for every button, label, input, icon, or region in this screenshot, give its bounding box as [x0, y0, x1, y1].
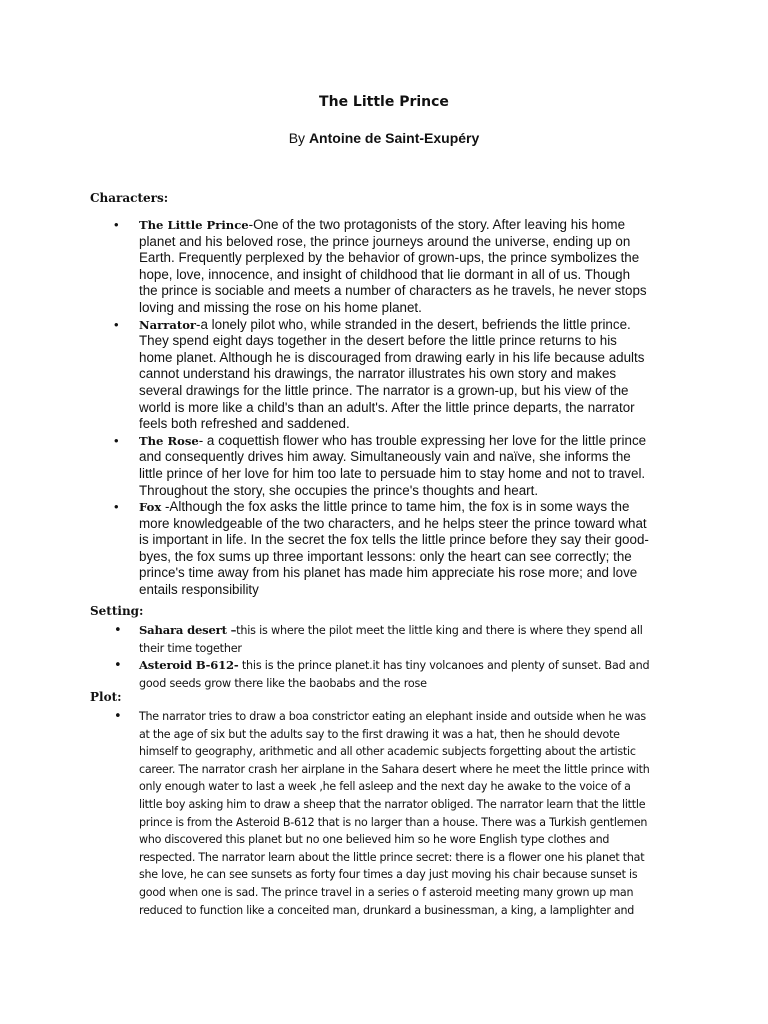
characters-list [0, 217, 768, 599]
setting-description: this is where the pilot meet the little king and there is where they spend all their time together [139, 624, 643, 655]
character-description: - a coquettish flower who has trouble expressing her love for the little prince and consequently drives him away. Simultaneously vain and naïve, she informs the little prince of her love for him too late to persuade him to stay home and not to travel. Throughout the story, she occupies the prince's thoughts and heart. [139, 432, 647, 498]
character-name: Fox [139, 500, 162, 515]
bullet-icon: • [114, 316, 119, 332]
plot-heading: Plot: [90, 690, 122, 704]
character-description: -a lonely pilot who, while stranded in the desert, befriends the little prince. They spend eight days together in the desert before the little prince returns to his home planet. Although he is discouraged from drawing early in his life because adults cannot understand his drawings, the narrator illustrates his own story and makes several drawings for the little prince. The narrator is a grown-up, but his view of the world is more like a child's than an adult's. After the little prince departs, the narrator feels both refreshed and saddened. [139, 316, 645, 432]
list-item [0, 433, 768, 499]
bullet-icon: • [114, 709, 122, 724]
author-name: Antoine de Saint-Exupéry [308, 130, 480, 146]
character-description: -One of the two protagonists of the story. After leaving his home planet and his beloved rose, the prince journeys around the universe, ending up on Earth. Frequently perplexed by the behavior of grown-ups, the prince symbolizes the hope, love, innocence, and insight of childhood that lie dormant in all of us. Though the prince is sociable and meets a number of characters as he travels, he never stops loving and missing the rose on his home planet. [139, 217, 647, 315]
plot-list [0, 708, 768, 919]
bullet-icon: • [114, 432, 119, 448]
setting-name: Sahara desert – [139, 623, 237, 637]
character-description: -Although the fox asks the little prince to tame him, the fox is in some ways the more knowledgeable of the two characters, and he helps steer the prince toward what is important in life. In the secret the fox tells the little prince before they say their good-byes, the fox sums up three important lessons: only the heart can see correctly; the prince's time away from his planet has made him appreciate his rose more; and love entails responsibility [139, 499, 649, 598]
list-item [0, 317, 768, 433]
setting-description: this is the prince planet.it has tiny volcanoes and plenty of sunset. Bad and good seeds grow there like the baobabs and the rose [139, 659, 650, 690]
list-item [0, 622, 768, 657]
character-name: The Little Prince [139, 218, 249, 232]
bullet-icon: • [114, 623, 122, 638]
characters-heading: Characters: [90, 191, 169, 205]
character-name: The Rose [139, 433, 199, 448]
setting-list [0, 622, 768, 692]
bullet-icon: • [114, 499, 119, 515]
bullet-icon: • [114, 658, 122, 673]
list-item [0, 499, 768, 599]
document-title: The Little Prince [319, 94, 449, 110]
byline [0, 130, 768, 146]
setting-heading: Setting: [90, 604, 144, 618]
list-item [0, 217, 768, 317]
list-item [0, 708, 768, 919]
plot-description: The narrator tries to draw a boa constrictor eating an elephant inside and outside when he was at the age of six but the adults say to the first drawing it was a hat, then he should devote himself to geography, arithmetic and all other academic subjects forgetting about the artistic career. The narrator crash her airplane in the Sahara desert where he meet the little prince with only enough water to last a week ,he fell asleep and the next day he awake to the voice of a little boy asking him to draw a sheep that the narrator obliged. The narrator learn that the little prince is from the Asteroid B-612 that is no larger than a house. There was a Turkish gentlemen who discovered this planet but no one believed him so he wore English type clothes and respected. The narrator learn about the little prince secret: there is a flower one his planet that she love, he can see sunsets as forty four times a day just moving his chair because sunset is good when one is sad. The prince travel in a series o f asteroid meeting many grown up man reduced to function like a conceited man, drunkard a businessman, a king, a lamplighter and [139, 710, 650, 917]
by-label: By [288, 130, 306, 146]
bullet-icon: • [114, 217, 119, 232]
list-item [0, 657, 768, 692]
setting-name: Asteroid B-612- [139, 658, 239, 672]
character-name: Narrator [139, 317, 197, 332]
